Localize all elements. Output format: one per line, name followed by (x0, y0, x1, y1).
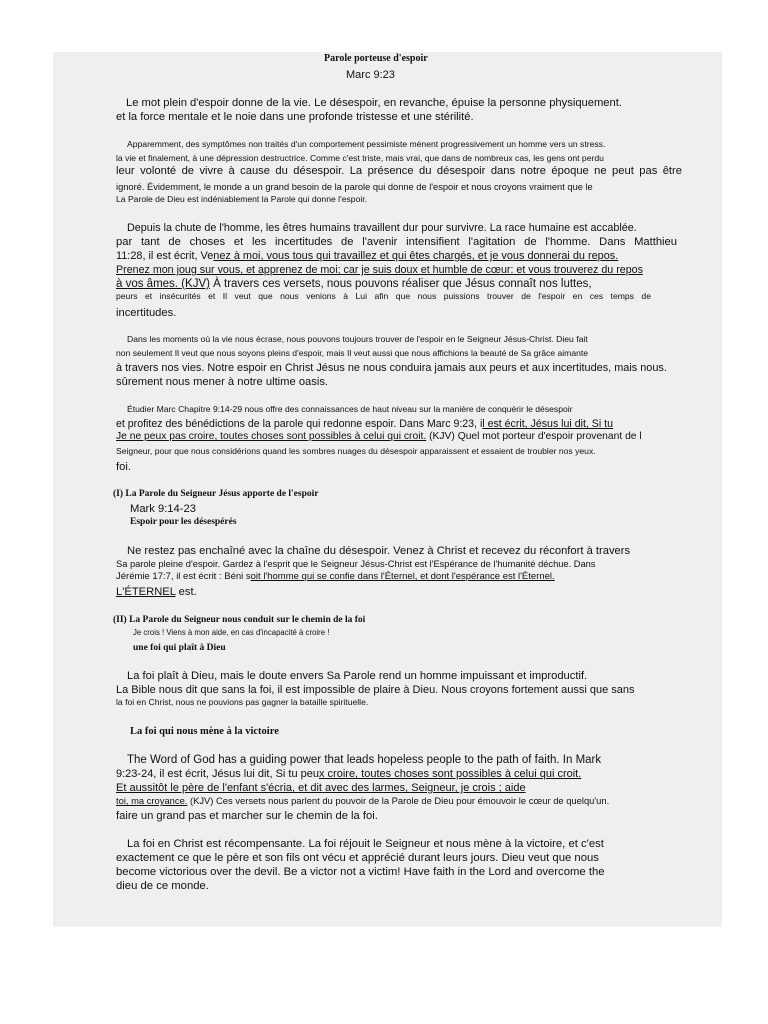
section-1-heading: (I) La Parole du Seigneur Jésus apporte de l'espoir (113, 489, 319, 499)
section-1-line-3: Jérémie 17:7, il est écrit : Béni soit l'homme qui se confie dans l'Éternel, et dont l'espérance est l'Éternel. (116, 571, 555, 582)
p1-line-2: la vie et finalement, à une dépression destructrice. Comme c'est triste, mais vrai, que dans de nombreux cas, les gens ont perdu (116, 153, 604, 163)
intro-line-1: Le mot plein d'espoir donne de la vie. Le désespoir, en revanche, épuise la personne physiquement. (126, 97, 622, 109)
section-3-line-4: toi, ma croyance. (KJV) Ces versets nous parlent du pouvoir de la Parole de Dieu pour émouvoir le cœur de quelqu'un. (116, 795, 610, 806)
p2-line-1: Depuis la chute de l'homme, les êtres humains travaillent dur pour survivre. La race humaine est accablée. (127, 222, 637, 234)
section-3-line-2: 9:23-24, il est écrit, Jésus lui dit, Si tu peux croire, toutes choses sont possibles à celui qui croit. (116, 768, 582, 780)
p4-line-5: foi. (116, 461, 131, 473)
p4-line-1: Étudier Marc Chapitre 9:14-29 nous offre des connaissances de haut niveau sur la manière de conquérir le désespoir (127, 404, 573, 414)
intro-line-2: et la force mentale et le noie dans une profonde tristesse et une stérilité. (116, 111, 474, 123)
page-title: Parole porteuse d'espoir (324, 53, 428, 64)
section-1-subheading: Espoir pour les désespérés (130, 517, 237, 527)
section-3-line-3: Et aussitôt le père de l'enfant s'écria, et dit avec des larmes, Seigneur, je crois ; aide (116, 782, 526, 794)
section-2-line-1: La foi plaît à Dieu, mais le doute envers Sa Parole rend un homme impuissant et improductif. (127, 670, 588, 682)
section-1-line-2: Sa parole pleine d'espoir. Gardez à l'esprit que le Seigneur Jésus-Christ est l'Espérance de l'humanité déchue. Dans (116, 559, 596, 569)
p3-line-1: Dans les moments où la vie nous écrase, nous pouvons toujours trouver de l'espoir en le Seigneur Jésus-Christ. Dieu fait (127, 334, 588, 344)
section-2-line-2: La Bible nous dit que sans la foi, il est impossible de plaire à Dieu. Nous croyons fortement aussi que sans (116, 684, 635, 696)
closing-line-4: dieu de ce monde. (116, 880, 209, 892)
p2-line-7: incertitudes. (116, 307, 177, 319)
closing-line-1: La foi en Christ est récompensante. La foi réjouit le Seigneur et nous mène à la victoire, et c'est (127, 838, 604, 850)
section-2-heading: (II) La Parole du Seigneur nous conduit sur le chemin de la foi (113, 615, 366, 625)
p4-line-4: Seigneur, pour que nous considérions quand les sombres nuages du désespoir apparaissent et essaient de troubler nos yeux. (116, 446, 596, 456)
section-1-reference: Mark 9:14-23 (130, 503, 196, 515)
p2-line-2: par tant de choses et les incertitudes de l'avenir intensifient l'agitation de l'homme. Dans Matthieu (116, 236, 677, 248)
p4-line-2: et profitez des bénédictions de la parole qui redonne espoir. Dans Marc 9:23, il est écrit, Jésus lui dit, Si tu (116, 418, 614, 430)
p3-line-3: à travers nos vies. Notre espoir en Christ Jésus ne nous conduira jamais aux peurs et aux incertitudes, mais nous. (116, 362, 667, 374)
p2-line-3: 11:28, il est écrit, Venez à moi, vous tous qui travaillez et qui êtes chargés, et je vous donnerai du repos. (116, 250, 619, 262)
closing-line-2: exactement ce que le père et son fils ont vécu et apprécié durant leurs jours. Dieu veut que nous (116, 852, 599, 864)
p3-line-2: non seulement Il veut que nous soyons pleins d'espoir, mais Il veut aussi que nous affichions la beauté de Sa grâce aimante (116, 348, 589, 358)
p3-line-4: sûrement nous mener à notre ultime oasis. (116, 376, 329, 388)
section-3-heading: La foi qui nous mène à la victoire (130, 726, 279, 737)
p1-line-3: leur volonté de vivre à cause du désespoir. La présence du désespoir dans notre époque ne peut pas être (116, 165, 682, 177)
section-1-line-4: L'ÉTERNEL est. (116, 586, 197, 598)
p1-line-5: La Parole de Dieu est indéniablement la Parole qui donne l'espoir. (116, 194, 368, 204)
scripture-reference: Marc 9:23 (346, 69, 395, 81)
p2-line-4: Prenez mon joug sur vous, et apprenez de moi; car je suis doux et humble de cœur: et vous trouverez du repos (116, 264, 643, 276)
closing-line-3: become victorious over the devil. Be a victor not a victim! Have faith in the Lord and overcome the (116, 866, 605, 878)
p4-line-3: Je ne peux pas croire, toutes choses sont possibles à celui qui croit. (KJV) Quel mot porteur d'espoir provenant de l (116, 431, 642, 442)
p2-line-6: peurs et insécurités et Il veut que nous venions à Lui afin que nous puissions trouver de l'espoir en ces temps de (116, 292, 651, 301)
section-1-line-1: Ne restez pas enchaîné avec la chaîne du désespoir. Venez à Christ et recevez du réconfort à travers (127, 545, 631, 557)
p2-line-5: à vos âmes. (KJV) À travers ces versets, nous pouvons réaliser que Jésus connaît nos luttes, (116, 278, 592, 290)
section-2-line-3: la foi en Christ, nous ne pouvions pas gagner la bataille spirituelle. (116, 697, 369, 707)
p1-line-4: ignoré. Évidemment, le monde a un grand besoin de la parole qui donne de l'espoir et nous croyons vraiment que le (116, 182, 593, 192)
section-3-line-5: faire un grand pas et marcher sur le chemin de la foi. (116, 810, 378, 822)
p1-line-1: Apparemment, des symptômes non traités d'un comportement pessimiste mènent progressivement un homme vers un stress. (127, 139, 606, 149)
section-3-line-1: The Word of God has a guiding power that leads hopeless people to the path of faith. In Mark (127, 754, 602, 766)
section-2-quote: Je crois ! Viens à mon aide, en cas d'incapacité à croire ! (133, 628, 330, 637)
section-2-subheading: une foi qui plaît à Dieu (133, 643, 226, 653)
